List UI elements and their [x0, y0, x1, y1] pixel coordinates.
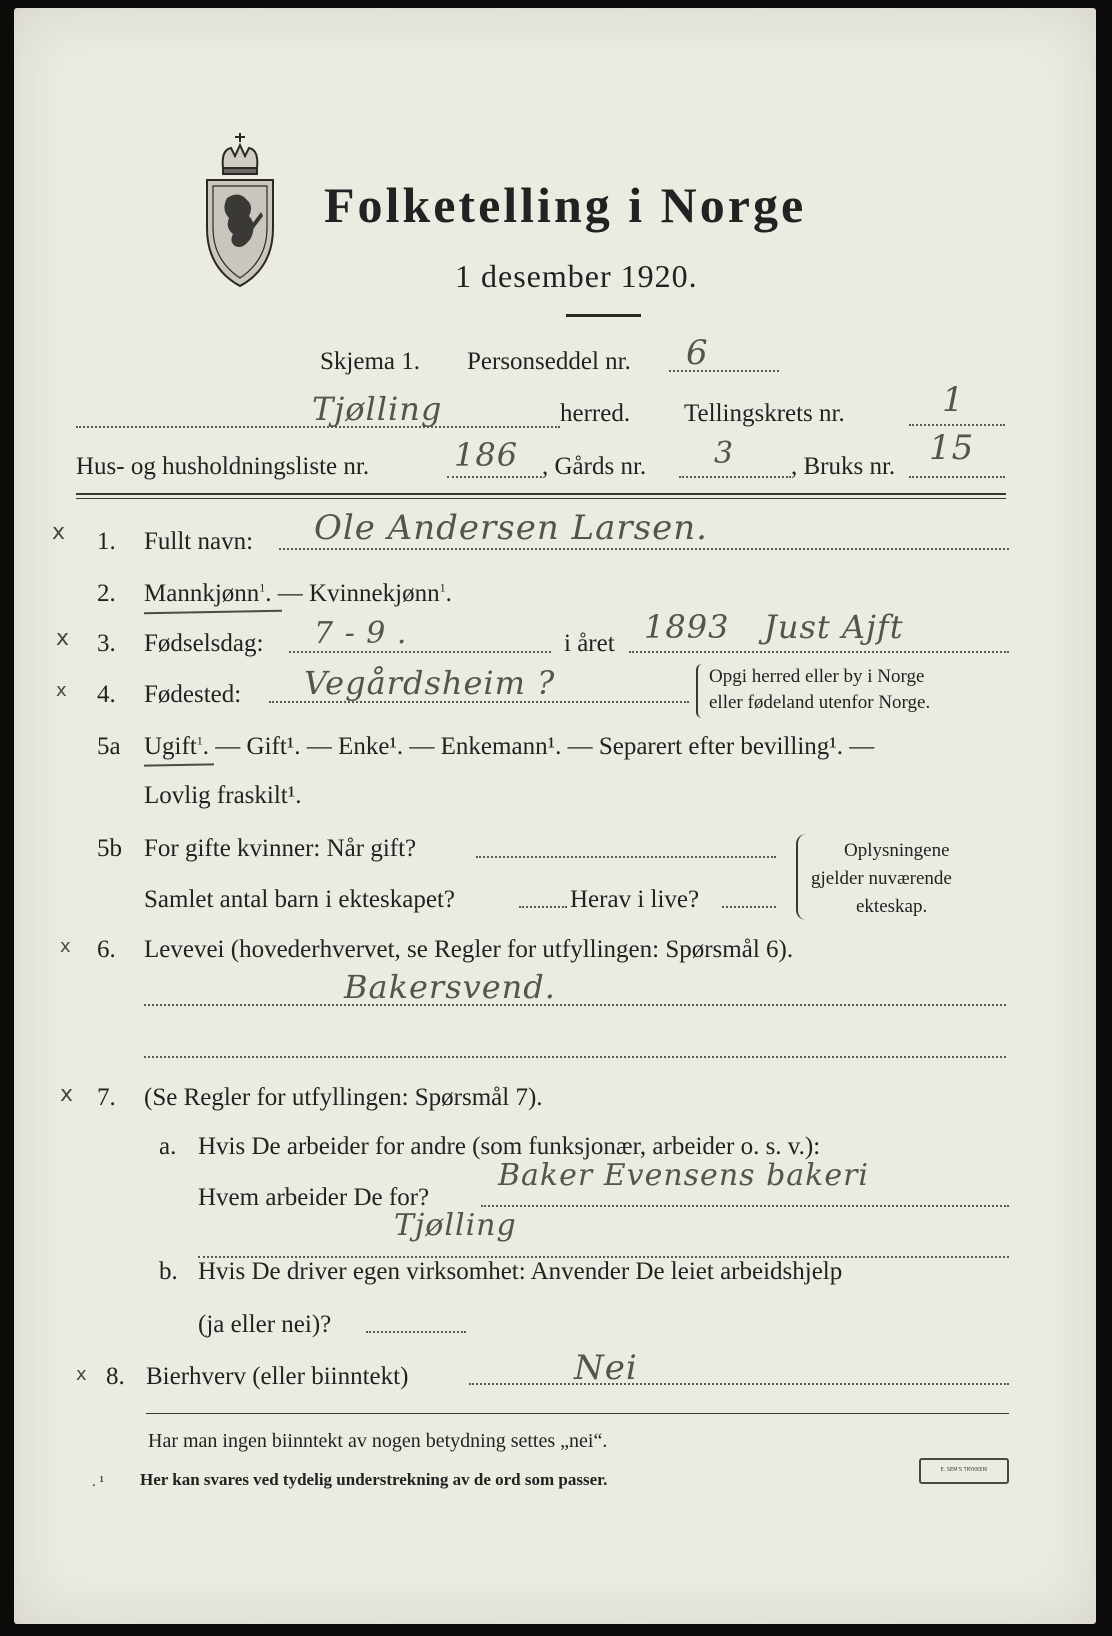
q5b-note-line1: Oplysningene — [844, 840, 950, 861]
q5b-alive-label: Herav i live? — [570, 886, 700, 913]
herred-value: Tjølling — [312, 390, 443, 428]
q2-end: . — [445, 580, 452, 607]
husliste-value: 186 — [454, 436, 519, 474]
herred-label: herred. — [560, 400, 631, 427]
margin-mark-q8: x — [76, 1364, 87, 1385]
q7a-field-line-1 — [481, 1205, 1009, 1207]
q5b-alive-field-line — [722, 906, 776, 908]
q5b-children-field-line — [519, 906, 567, 908]
q2-options — [144, 580, 452, 608]
q1-label: Fullt navn: — [144, 528, 254, 555]
q7a-answer-1: Baker Evensens bakeri — [498, 1158, 870, 1193]
q4-answer: Vegårdsheim ? — [304, 664, 556, 702]
q6-answer: Bakersvend. — [344, 968, 556, 1006]
margin-mark-q4: x — [56, 680, 67, 701]
q7b-field-line — [366, 1331, 466, 1333]
q7b-letter: b. — [159, 1258, 178, 1285]
margin-mark-q6: x — [60, 936, 71, 957]
footer-note: Har man ingen biinntekt av nogen betydning settes „nei“. — [148, 1430, 608, 1452]
q2-male-footnote: 1 — [259, 580, 266, 595]
q7b-line2: (ja eller nei)? — [198, 1311, 332, 1338]
gards-value: 3 — [714, 436, 735, 471]
margin-mark-q1: x — [52, 520, 66, 545]
norwegian-coat-of-arms-icon — [199, 128, 281, 288]
q5a-other-options: . — Gift¹. — Enke¹. — Enkemann¹. — Separert efter bevilling¹. — — [202, 733, 875, 760]
q3-year-value: 1893 — [644, 608, 730, 646]
q4-note-bracket — [696, 664, 706, 718]
q6-field-line-1 — [144, 1004, 1006, 1006]
q5b-married-field-line — [476, 856, 776, 858]
q6-label: Levevei (hovederhvervet, se Regler for utfyllingen: Spørsmål 6). — [144, 936, 794, 963]
q7b-line1: Hvis De driver egen virksomhet: Anvender De leiet arbeidshjelp — [198, 1258, 843, 1285]
tellingskrets-label: Tellingskrets nr. — [684, 400, 845, 427]
q5b-line1: For gifte kvinner: Når gift? — [144, 835, 417, 862]
q7-label: (Se Regler for utfyllingen: Spørsmål 7). — [144, 1084, 543, 1111]
q4-note-line2: eller fødeland utenfor Norge. — [709, 692, 931, 713]
footer-divider — [146, 1413, 1009, 1414]
q7a-letter: a. — [159, 1133, 177, 1160]
q4-number: 4. — [97, 681, 116, 708]
husliste-label: Hus- og husholdningsliste nr. — [76, 453, 370, 480]
q5b-children-label: Samlet antal barn i ekteskapet? — [144, 886, 455, 913]
footnote-text: Her kan svares ved tydelig understrekning av de ord som passer. — [140, 1470, 608, 1489]
skjema-label: Skjema 1. — [320, 348, 420, 375]
q7-number: 7. — [97, 1084, 116, 1111]
section-divider-bottom — [76, 498, 1006, 499]
tellingskrets-value: 1 — [942, 380, 965, 420]
q3-year-field-line — [629, 651, 1009, 653]
q2-male-underline — [144, 610, 282, 614]
q8-answer: Nei — [574, 1348, 638, 1388]
q3-number: 3. — [97, 630, 116, 657]
tellingskrets-field-line — [909, 424, 1005, 426]
q1-number: 1. — [97, 528, 116, 555]
q5a-ugift-underline — [144, 763, 214, 766]
personseddel-value: 6 — [686, 333, 709, 373]
q7a-answer-2: Tjølling — [394, 1208, 517, 1243]
q5b-note-line3: ekteskap. — [856, 896, 928, 917]
q7a-line2: Hvem arbeider De for? — [198, 1184, 430, 1211]
q8-number: 8. — [106, 1363, 125, 1390]
q3-label: Fødselsdag: — [144, 630, 264, 657]
bruks-value: 15 — [929, 428, 975, 468]
q6-field-line-2 — [144, 1056, 1006, 1058]
husliste-field-line — [447, 476, 542, 478]
q8-label: Bierhverv (eller biinntekt) — [146, 1363, 409, 1390]
q8-field-line — [469, 1383, 1009, 1385]
gards-label: , Gårds nr. — [542, 453, 647, 480]
margin-mark-q3: x — [56, 626, 70, 651]
title-divider — [566, 314, 641, 317]
q6-number: 6. — [97, 936, 116, 963]
q2-male-option: Mannkjønn — [144, 580, 260, 607]
q2-number: 2. — [97, 580, 116, 607]
printer-stamp-text: E. SEM'S TRYKKERI — [940, 1467, 988, 1473]
q5a-number: 5a — [97, 733, 121, 760]
census-date: 1 desember 1920. — [455, 258, 698, 294]
gards-field-line — [679, 476, 791, 478]
q7a-line1: Hvis De arbeider for andre (som funksjonær, arbeider o. s. v.): — [198, 1133, 821, 1160]
form-title: Folketelling i Norge — [324, 177, 807, 233]
q3-year-label: i året — [564, 630, 615, 657]
q2-female-footnote: 1 — [439, 580, 446, 595]
footnote-mark: . ¹ — [92, 1474, 104, 1490]
q5a-ugift-footnote: 1 — [196, 733, 203, 748]
q5a-ugift-option: Ugift — [144, 733, 197, 760]
personseddel-label: Personseddel nr. — [467, 348, 631, 375]
q3-extra-note: Just Ajft — [764, 608, 904, 646]
q1-field-line — [279, 548, 1009, 550]
bruks-label: , Bruks nr. — [791, 453, 896, 480]
q5a-line1 — [144, 733, 874, 761]
q5b-number: 5b — [97, 835, 122, 862]
q1-answer: Ole Andersen Larsen. — [314, 508, 708, 548]
q2-separator: . — — [265, 580, 310, 607]
q4-note-line1: Opgi herred eller by i Norge — [709, 666, 925, 687]
q5b-note-line2: gjelder nuværende — [811, 868, 952, 889]
q5b-note-bracket — [796, 834, 808, 920]
bruks-field-line — [909, 476, 1005, 478]
q3-field-line — [289, 651, 551, 653]
census-form-sheet — [14, 8, 1096, 1624]
margin-mark-q7: x — [60, 1082, 74, 1107]
q3-answer: 7 - 9 . — [314, 616, 408, 651]
q4-label: Fødested: — [144, 681, 242, 708]
section-divider-top — [76, 493, 1006, 495]
q2-female-option: Kvinnekjønn — [309, 580, 440, 607]
q5a-line2: Lovlig fraskilt¹. — [144, 782, 302, 809]
printer-stamp — [919, 1458, 1009, 1484]
